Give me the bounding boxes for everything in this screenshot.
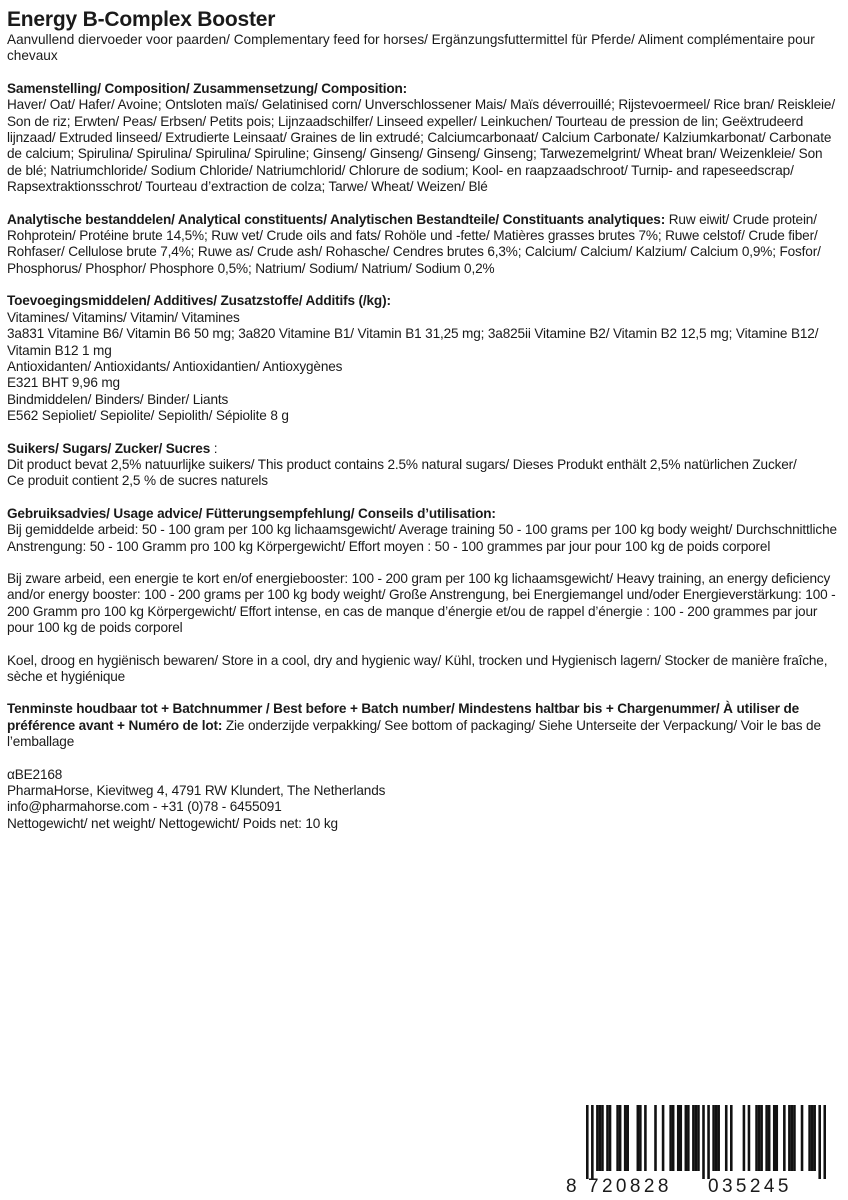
sugars-heading-suffix: : (210, 440, 218, 456)
barcode-bar (755, 1105, 758, 1171)
barcode-bar (687, 1105, 690, 1171)
product-subtitle: Aanvullend diervoeder voor paarden/ Complementary feed for horses/ Ergänzungsfuttermittel für Pferde/ Aliment complémentaire pour chevaux (7, 32, 815, 64)
additives-line: E321 BHT 9,96 mg (7, 375, 120, 391)
barcode-bars (586, 1105, 826, 1179)
barcode-bar (654, 1105, 657, 1171)
barcode-bar (793, 1105, 796, 1171)
barcode-bar (624, 1105, 627, 1171)
barcode-bar (697, 1105, 700, 1171)
product-title: Energy B-Complex Booster (7, 8, 276, 31)
company-contact: info@pharmahorse.com - +31 (0)78 - 6455091 (7, 799, 282, 815)
barcode-bar (644, 1105, 647, 1171)
additives-line: Bindmiddelen/ Binders/ Binder/ Liants (7, 391, 229, 407)
barcode-bar (748, 1105, 751, 1171)
company-address: PharmaHorse, Kievitweg 4, 4791 RW Klundert, The Netherlands (7, 783, 386, 799)
barcode-bar (609, 1105, 612, 1171)
label-page (7, 8, 837, 832)
barcode-bar (626, 1105, 629, 1171)
barcode-bar (695, 1105, 698, 1171)
barcode-bar (783, 1105, 786, 1171)
barcode-digit-first: 8 (566, 1176, 580, 1197)
analytical-text: Ruw eiwit/ Crude protein/ Rohprotein/ Protéine brute 14,5%; Ruw vet/ Crude oils and fats/ Rohöle und -fette/ Matières grasses brutes 7%; Ruwe celstof/ Crude fiber/ Rohfaser/ Cellulose brute 7,4%; Ruwe as/ Crude ash/ Rohasche/ Cendres brutes 6,3%; Calcium/ Calcium/ Kalzium/ Calcium 0,9%; Fosfor/ Phosphorus/ Phosphor/ Phosphore 0,5%; Natrium/ Sodium/ Natrium/ Sodium 0,2% (7, 211, 821, 276)
usage-section (7, 506, 837, 686)
footer-section (7, 767, 837, 833)
sugars-line: Ce produit contient 2,5 % de sucres naturels (7, 473, 268, 489)
barcode-bar (662, 1105, 665, 1171)
storage-advice: Koel, droog en hygiënisch bewaren/ Store in a cool, dry and hygienic way/ Kühl, trocken und Hygienisch lagern/ Stocker de manière fraîche, sèche et hygiénique (7, 652, 828, 684)
barcode (566, 1105, 828, 1195)
barcode-bar (599, 1105, 602, 1171)
barcode-bar (715, 1105, 718, 1171)
barcode-bar (788, 1105, 791, 1171)
barcode-bar (712, 1105, 715, 1171)
barcode-bar (717, 1105, 720, 1171)
net-weight: Nettogewicht/ net weight/ Nettogewicht/ Poids net: 10 kg (7, 815, 338, 831)
barcode-bar (773, 1105, 776, 1171)
additives-line: Antioxidanten/ Antioxidants/ Antioxidantien/ Antioxygènes (7, 358, 343, 374)
barcode-bar (730, 1105, 733, 1171)
barcode-bar (685, 1105, 688, 1171)
analytical-section (7, 212, 837, 278)
additives-section (7, 293, 837, 424)
barcode-bar (679, 1105, 682, 1171)
barcode-digits-left: 720828 (588, 1176, 672, 1197)
barcode-bar (760, 1105, 763, 1171)
sugars-section (7, 441, 837, 490)
barcode-bar (606, 1105, 609, 1171)
additives-heading: Toevoegingsmiddelen/ Additives/ Zusatzstoffe/ Additifs (/kg): (7, 293, 391, 309)
additives-line: E562 Sepioliet/ Sepiolite/ Sepiolith/ Sépiolite 8 g (7, 408, 289, 424)
barcode-bar (692, 1105, 695, 1171)
barcode-digits (566, 1177, 828, 1197)
barcode-bar (743, 1105, 746, 1171)
barcode-bar (672, 1105, 675, 1171)
barcode-bar (808, 1105, 811, 1171)
barcode-bar (758, 1105, 761, 1171)
barcode-guard-bar (586, 1105, 589, 1179)
best-before-heading: Tenminste houdbaar tot + Batchnummer / Best before + Batch number/ Mindestens haltbar bis + Chargenummer/ À utiliser de préférence avant + Numéro de lot: (7, 701, 800, 733)
barcode-bar (616, 1105, 619, 1171)
barcode-digits-right: 035245 (708, 1176, 792, 1197)
sugars-line: Dit product bevat 2,5% natuurlijke suikers/ This product contains 2.5% natural sugars/ Dieses Produkt enthält 2,5% natürlichen Zucker/ (7, 456, 797, 472)
barcode-bar (768, 1105, 771, 1171)
barcode-guard-bar (823, 1105, 826, 1179)
barcode-bar (619, 1105, 622, 1171)
approval-number: αBE2168 (7, 766, 63, 782)
best-before-section (7, 701, 837, 750)
additives-line: Vitamines/ Vitamins/ Vitamin/ Vitamines (7, 309, 240, 325)
composition-heading: Samenstelling/ Composition/ Zusammensetzung/ Composition: (7, 80, 408, 96)
barcode-graphic (586, 1105, 826, 1179)
barcode-bar (639, 1105, 642, 1171)
additives-line: 3a831 Vitamine B6/ Vitamin B6 50 mg; 3a820 Vitamine B1/ Vitamin B1 31,25 mg; 3a825ii Vitamine B2/ Vitamin B2 12,5 mg; Vitamine B12/ Vitamin B12 1 mg (7, 326, 819, 358)
barcode-bar (677, 1105, 680, 1171)
barcode-bar (813, 1105, 816, 1171)
barcode-guard-bar (818, 1105, 821, 1179)
barcode-bar (775, 1105, 778, 1171)
barcode-bar (637, 1105, 640, 1171)
barcode-bar (596, 1105, 599, 1171)
barcode-bar (725, 1105, 728, 1171)
barcode-bar (811, 1105, 814, 1171)
sugars-heading: Suikers/ Sugars/ Zucker/ Sucres (7, 440, 211, 456)
barcode-guard-bar (591, 1105, 594, 1179)
barcode-bar (791, 1105, 794, 1171)
barcode-guard-bar (707, 1105, 710, 1179)
usage-normal: Bij gemiddelde arbeid: 50 - 100 gram per 100 kg lichaamsgewicht/ Average training 50 - 100 grams per 100 kg body weight/ Durchschnittliche Anstrengung: 50 - 100 Gramm pro 100 kg Körpergewicht/ Effort moyen : 50 - 100 grammes par jour pour 100 kg de poids corporel (7, 522, 837, 554)
barcode-bar (601, 1105, 604, 1171)
barcode-guard-bar (702, 1105, 705, 1179)
composition-text: Haver/ Oat/ Hafer/ Avoine; Ontsloten maïs/ Gelatinised corn/ Unverschlossener Mais/ Maïs déverrouillé; Rijstevoermeel/ Rice bran/ Reiskleie/ Son de riz; Erwten/ Peas/ Erbsen/ Petits pois; Lijnzaadschilfer/ Linseed expeller/ Leinkuchen/ Tourteau de pression de lin; Geëxtrudeerd lijnzaad/ Extruded linseed/ Extrudierte Leinsaat/ Graines de lin extrudé; Calciumcarbonaat/ Calcium Carbonate/ Kalziumkarbonat/ Carbonate de calcium; Spirulina/ Spirulina/ Spirulina/ Spiruline; Ginseng/ Ginseng/ Ginseng/ Ginseng; Tarwezemelgrint/ Wheat bran/ Weizenkleie/ Son de blé; Natriumchloride/ Sodium Chloride/ Natriumchlorid/ Chlorure de sodium; Kool- en raapzaadschroot/ Turnip- and rapeseedscrap/ Rapsextraktionsschrot/ Tourteau d’extraction de colza; Tarwe/ Wheat/ Weizen/ Blé (7, 97, 835, 195)
barcode-bar (669, 1105, 672, 1171)
barcode-bar (765, 1105, 768, 1171)
barcode-bar (801, 1105, 804, 1171)
usage-heading: Gebruiksadvies/ Usage advice/ Fütterungsempfehlung/ Conseils d’utilisation: (7, 505, 496, 521)
composition-section (7, 81, 837, 196)
analytical-heading: Analytische bestanddelen/ Analytical constituents/ Analytischen Bestandteile/ Constituants analytiques: (7, 211, 666, 227)
usage-heavy: Bij zware arbeid, een energie te kort en/of energiebooster: 100 - 200 gram per 100 kg lichaamsgewicht/ Heavy training, an energy deficiency and/or energy booster: 100 - 200 grams per 100 kg body weight/ Große Anstrengung, bei Energiemangel und/oder Energieverstärkung: 100 - 200 Gramm pro 100 kg Körpergewicht/ Effort intense, en cas de manque d’énergie et/ou de rappel d’énergie : 100 - 200 grammes par jour pour 100 kg de poids corporel (7, 570, 836, 636)
best-before-text: Zie onderzijde verpakking/ See bottom of packaging/ Siehe Unterseite der Verpackung/ Voir le bas de l’emballage (7, 717, 821, 750)
